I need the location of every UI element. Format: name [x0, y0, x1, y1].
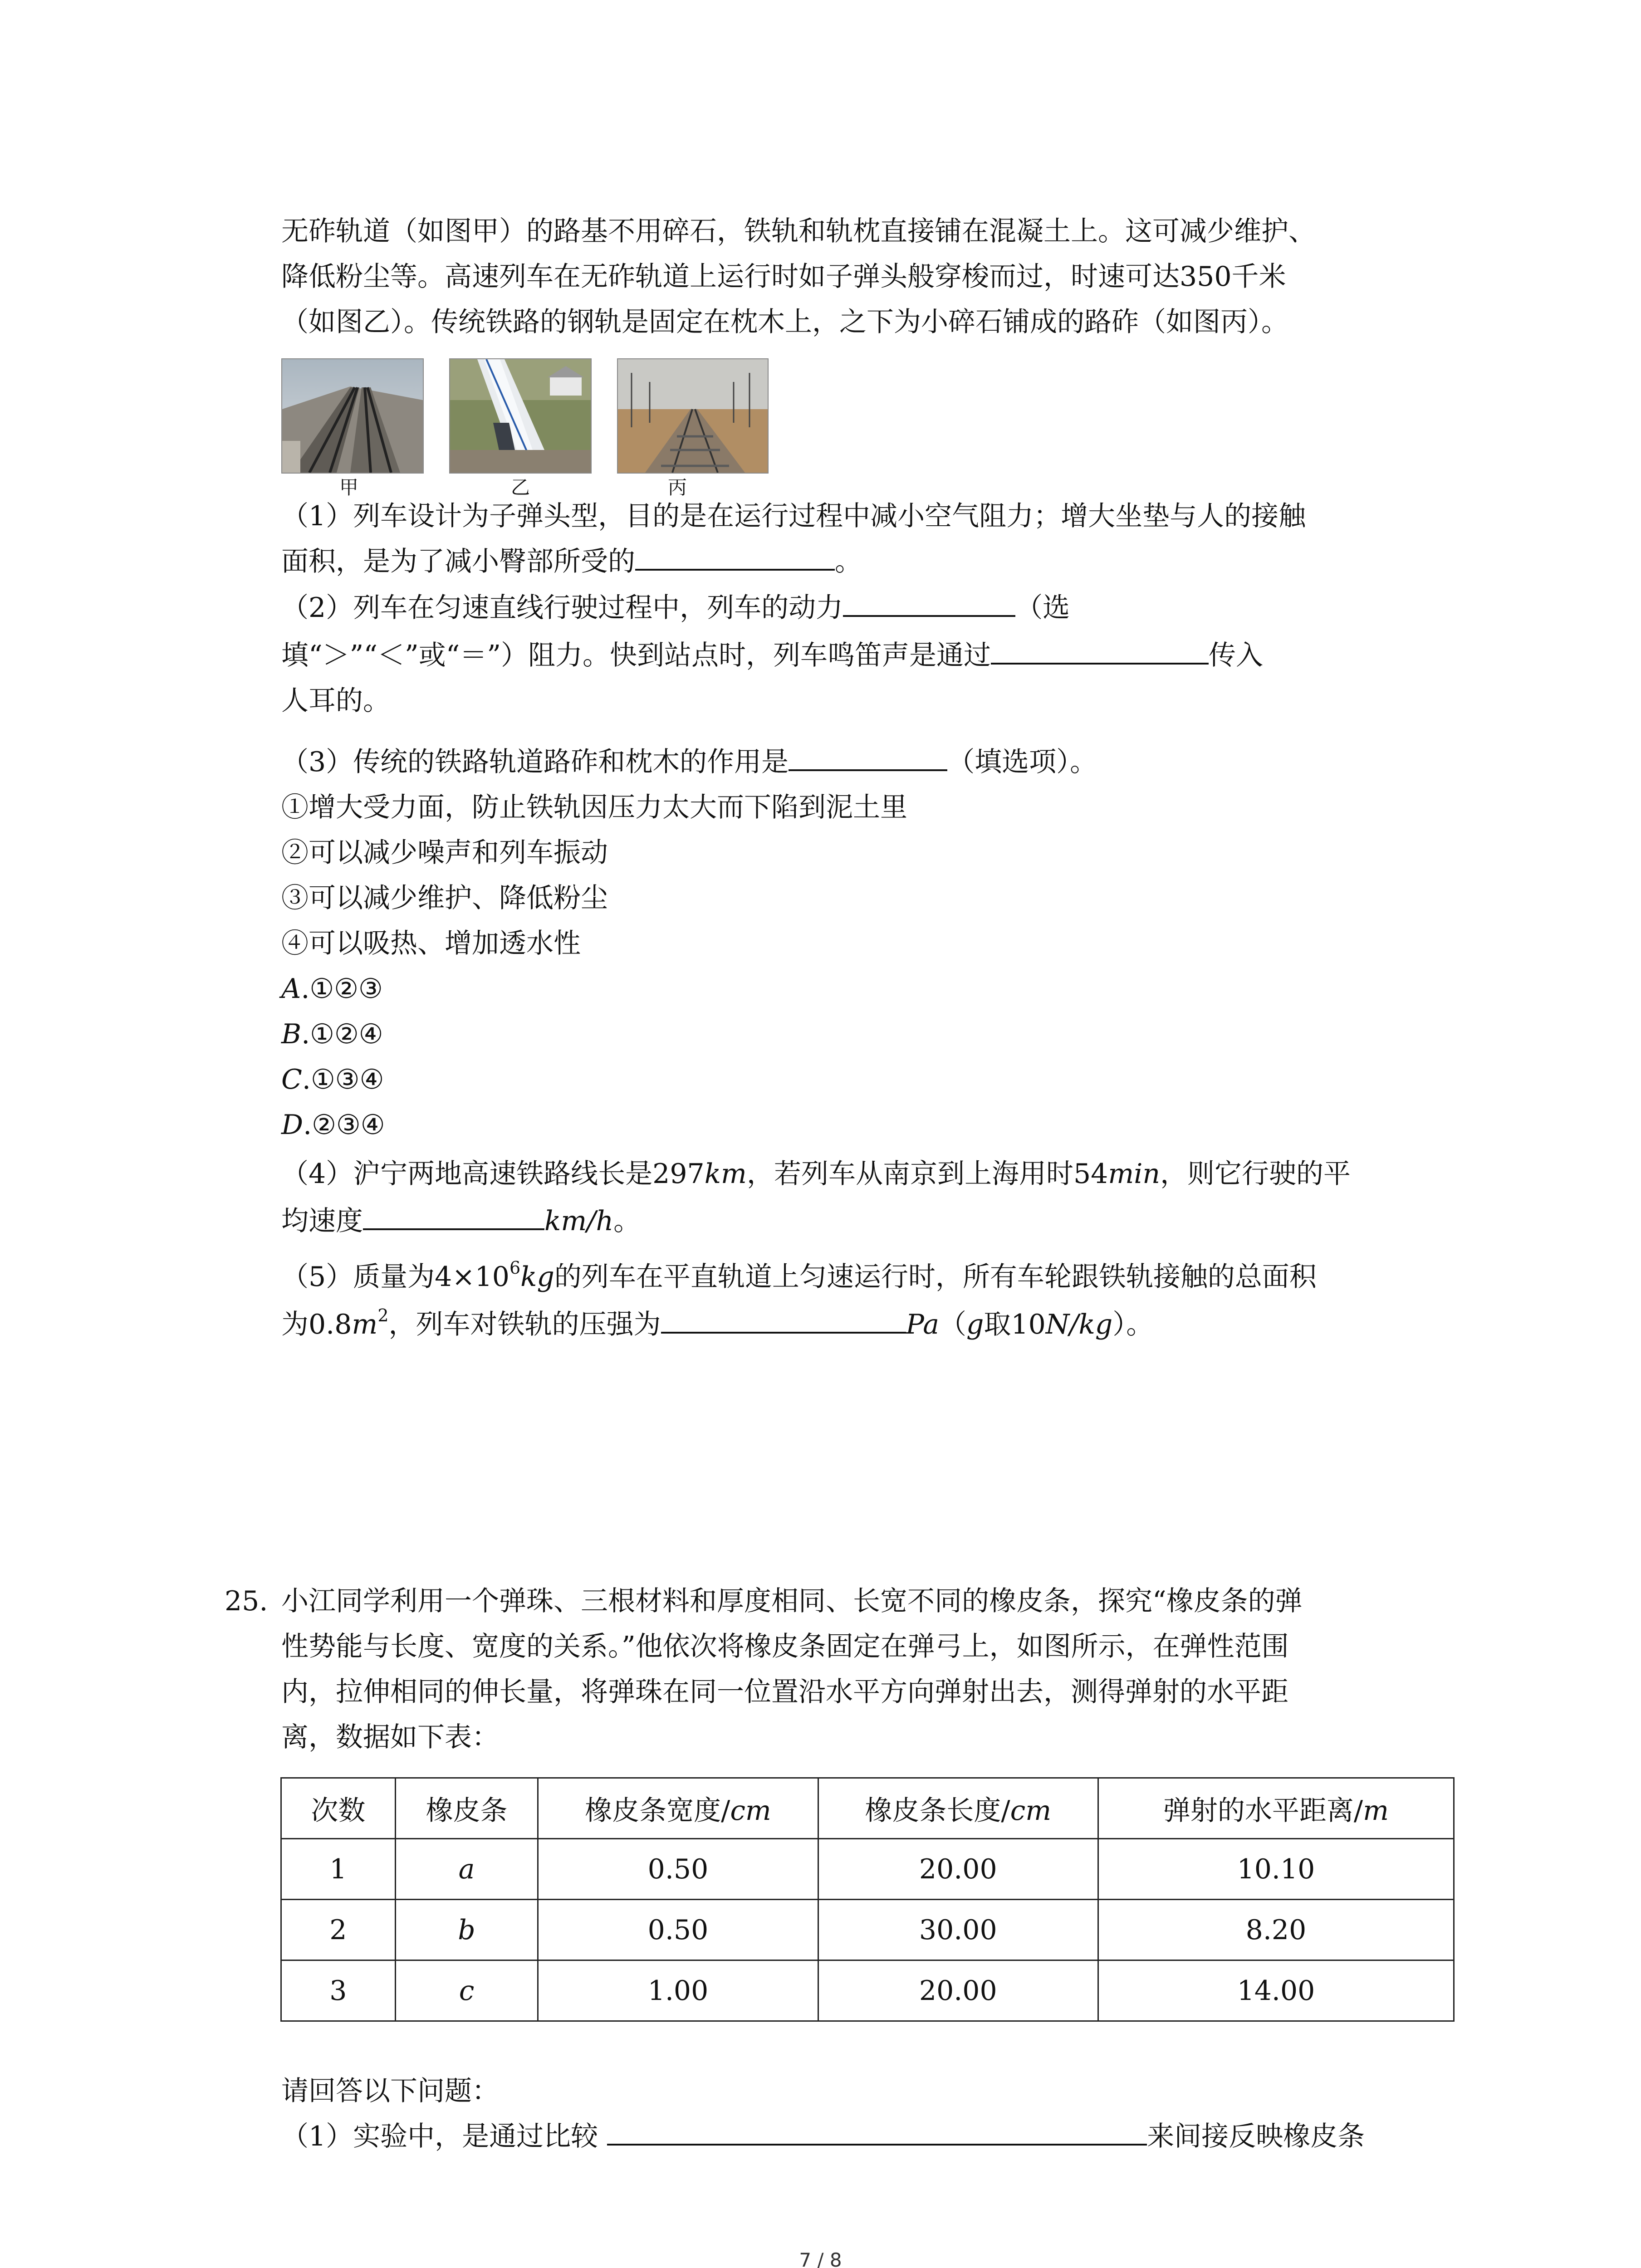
- q3-choice-d[interactable]: D.②③④: [281, 1109, 385, 1141]
- photo-ballasted-track: [617, 358, 769, 474]
- table-cell: 30.00: [818, 1900, 1098, 1960]
- table-header-cell: 橡皮条: [395, 1778, 538, 1839]
- q1-line-2: 面积，是为了减小臀部所受的 。: [281, 543, 862, 580]
- q5-line-1: （5）质量为$4\times 10^6kg$的列车在平直轨道上匀速运行时，所有车轮跟铁轨接触的总面积: [281, 1258, 1317, 1293]
- q3-item-4: ④可以吸热、增加透水性: [281, 928, 581, 959]
- q25-line-3: 内，拉伸相同的伸长量，将弹珠在同一位置沿水平方向弹射出去，测得弹射的水平距: [281, 1676, 1288, 1708]
- q1-line-1: （1）列车设计为子弹头型，目的是在运行过程中减小空气阻力；增大坐垫与人的接触: [281, 500, 1306, 532]
- q2-answer-blank-1[interactable]: [843, 590, 1015, 617]
- figure-caption-b: 乙: [511, 476, 530, 499]
- table-cell: a: [395, 1839, 538, 1900]
- table-cell: c: [395, 1960, 538, 2021]
- q3-item-2: ②可以减少噪声和列车振动: [281, 837, 608, 869]
- table-header-cell: 弹射的水平距离/m: [1098, 1778, 1454, 1839]
- table-cell: 20.00: [818, 1839, 1098, 1900]
- photo-ballastless-track: [281, 358, 424, 474]
- intro-line-1: 无砟轨道（如图甲）的路基不用碎石，铁轨和轨枕直接铺在混凝土上。这可减少维护、: [281, 215, 1316, 247]
- table-cell: 10.10: [1098, 1839, 1454, 1900]
- q25-sub1: （1）实验中，是通过比较 来间接反映橡皮条: [281, 2118, 1365, 2155]
- q25-line-4: 离，数据如下表：: [281, 1721, 499, 1753]
- table-row: [281, 1900, 1454, 1960]
- q2-answer-blank-2[interactable]: [991, 637, 1209, 665]
- q5-answer-blank[interactable]: [661, 1306, 906, 1334]
- q3-choice-a[interactable]: A.①②③: [281, 973, 383, 1005]
- table-cell: 0.50: [538, 1900, 818, 1960]
- table-cell: 3: [281, 1960, 396, 2021]
- photo-high-speed-train: [449, 358, 592, 474]
- page-number: 7 / 8: [799, 2249, 842, 2268]
- q2-line-1: （2）列车在匀速直线行驶过程中，列车的动力 （选: [281, 590, 1070, 626]
- q4-line-1: （4）沪宁两地高速铁路线长是297km，若列车从南京到上海用时54min，则它行驶的平: [281, 1158, 1351, 1190]
- table-cell: b: [395, 1900, 538, 1960]
- table-cell: 2: [281, 1900, 396, 1960]
- experiment-data-table: [280, 1777, 1455, 2022]
- q1-answer-blank[interactable]: [635, 543, 835, 571]
- table-header-cell: 橡皮条宽度/cm: [538, 1778, 818, 1839]
- table-row: [281, 1960, 1454, 2021]
- table-header-cell: 次数: [281, 1778, 396, 1839]
- table-row: [281, 1839, 1454, 1900]
- q25-line-2: 性势能与长度、宽度的关系。”他依次将橡皮条固定在弹弓上，如图所示，在弹性范围: [281, 1631, 1289, 1662]
- intro-line-2: 降低粉尘等。高速列车在无砟轨道上运行时如子弹头般穿梭而过，时速可达350千米: [281, 261, 1286, 293]
- figure-caption-c: 丙: [668, 476, 687, 499]
- q3-item-1: ①增大受力面，防止铁轨因压力太大而下陷到泥土里: [281, 792, 907, 823]
- table-cell: 1: [281, 1839, 396, 1900]
- table-cell: 14.00: [1098, 1960, 1454, 2021]
- q3-line-1: （3）传统的铁路轨道路砟和枕木的作用是 （填选项）。: [281, 744, 1097, 780]
- q5-line-2: 为$0.8m^2$，列车对铁轨的压强为 Pa（g取10N/kg）。: [281, 1305, 1154, 1340]
- q3-answer-blank[interactable]: [789, 744, 947, 771]
- q2-line-3: 人耳的。: [281, 685, 390, 717]
- q25-after-table: 请回答以下问题：: [281, 2075, 499, 2107]
- q3-choice-c[interactable]: C.①③④: [281, 1064, 384, 1095]
- q25-sub1-answer-blank[interactable]: [607, 2118, 1147, 2146]
- figure-caption-a: 甲: [339, 476, 359, 499]
- table-header-row: [281, 1778, 1454, 1839]
- q2-line-2: 填“＞”“＜”或“＝”）阻力。快到站点时，列车鸣笛声是通过 传入: [281, 637, 1263, 674]
- table-cell: 8.20: [1098, 1900, 1454, 1960]
- table-cell: 1.00: [538, 1960, 818, 2021]
- table-header-cell: 橡皮条长度/cm: [818, 1778, 1098, 1839]
- q4-line-2: 均速度 km/h。: [281, 1203, 641, 1239]
- q25-number: 25.: [225, 1585, 268, 1617]
- intro-line-3: （如图乙）。传统铁路的钢轨是固定在枕木上，之下为小碎石铺成的路砟（如图丙）。: [281, 306, 1288, 338]
- table-cell: 0.50: [538, 1839, 818, 1900]
- q3-item-3: ③可以减少维护、降低粉尘: [281, 882, 608, 914]
- q3-choice-b[interactable]: B.①②④: [281, 1018, 383, 1050]
- q25-line-1: 小江同学利用一个弹珠、三根材料和厚度相同、长宽不同的橡皮条，探究“橡皮条的弹: [281, 1585, 1303, 1617]
- table-cell: 20.00: [818, 1960, 1098, 2021]
- q4-answer-blank[interactable]: [363, 1203, 544, 1230]
